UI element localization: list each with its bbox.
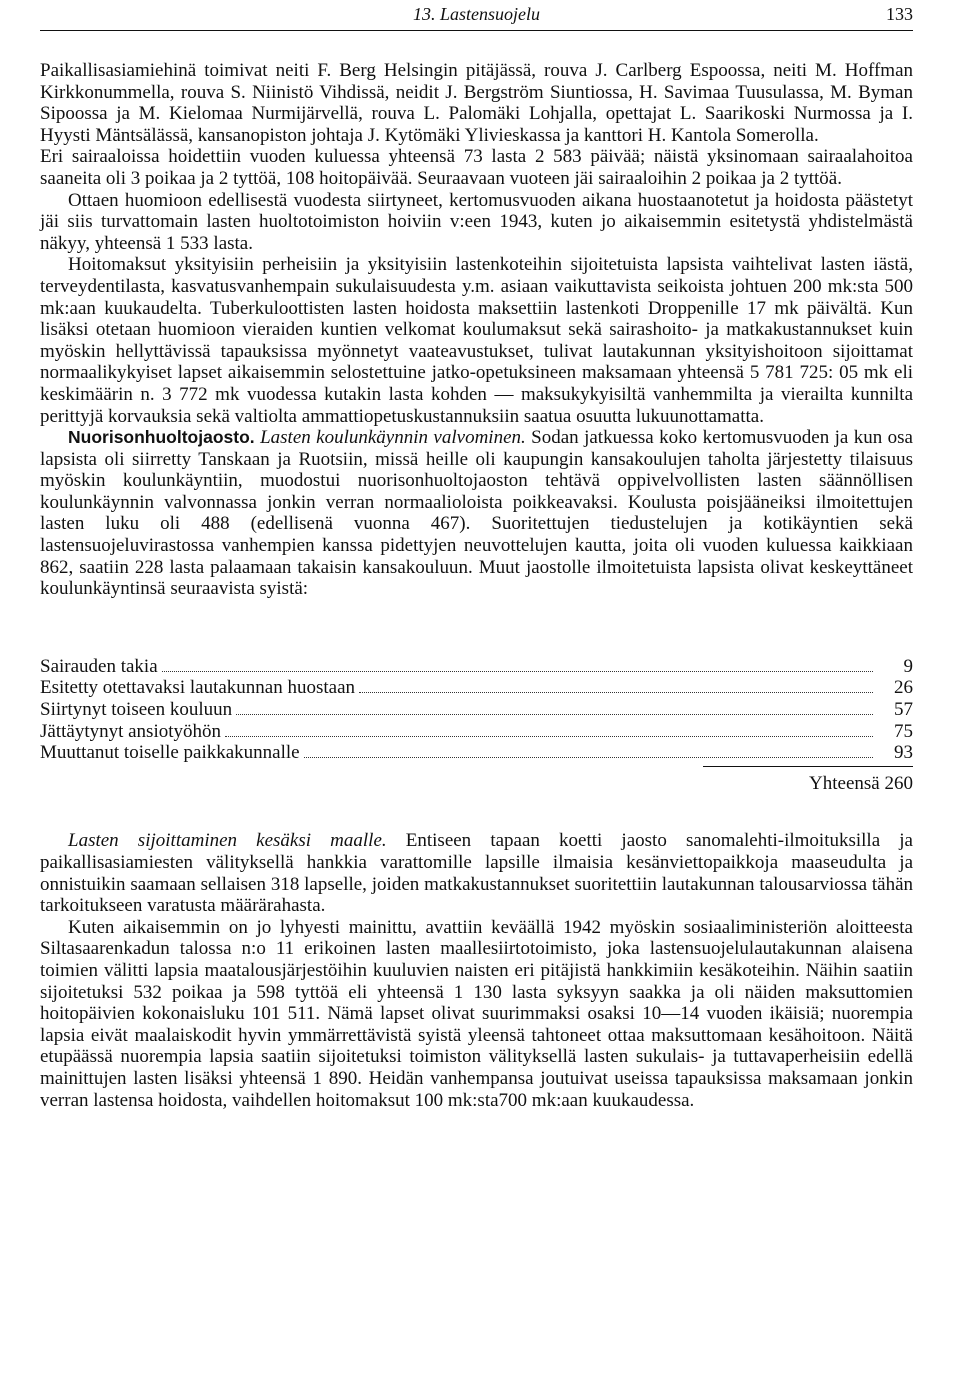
reason-count: 26: [894, 677, 913, 699]
total-value: 260: [884, 772, 913, 794]
reason-label: Esitetty otettavaksi lautakunnan huostaan: [40, 677, 356, 699]
reason-label: Siirtynyt toiseen kouluun: [40, 699, 233, 721]
dot-leader: [225, 736, 873, 737]
paragraph-hospitals: Eri sairaaloissa hoidettiin vuoden kuluessa yhteensä 73 lasta 2 583 päivää; näistä yksinomaan sairaalahoitoa saaneita oli 3 poikaa ja 2 tyttöä, 108 hoitopäivää. Seuraavaan vuoteen jäi sairaaloihin 2 poikaa ja 2 tyttöä.: [40, 146, 913, 189]
paragraph-youth-care: [40, 427, 913, 600]
page-body: [40, 40, 913, 1111]
paragraph-summer-placement: [40, 830, 913, 916]
subheading-school-supervision: Lasten koulunkäynnin valvominen.: [260, 427, 526, 449]
running-title: 13. Lastensuojelu: [412, 4, 540, 24]
paragraph-youth-care-text: Sodan jatkuessa koko kertomusvuoden ja kun osa lapsista oli siirretty Tanskaan ja Ruotsiin, missä heille oli kaupungin kansakoulujen taholta järjestetty tilaisuus myöskin koulunkäyntiin, muodostui nuorisonhuoltojaoston tehtävä oppivelvollisten lasten säännöllisen koulunkäynnin valvonnassa jonkin verran normaalioloista poikkeavaksi. Koulusta poisjääneiksi ilmoitettujen lasten luku oli 488 (edellisenä vuonna 467). Suoritettujen tiedustelujen ja kotikäyntien sekä lastensuojeluvirastossa vanhempien kanssa pidettyjen neuvottelujen kautta, joita oli vuoden kuluessa kaikkiaan 862, saatiin 228 lasta palaamaan takaisin kansakouluun. Muut jaostolle ilmoitetuista lapsista olivat keskeyttäneet koulunkäyntinsä seuraavista syistä:: [40, 427, 913, 600]
reason-count: 57: [894, 699, 913, 721]
reason-row: [40, 742, 913, 764]
reason-row: [40, 721, 913, 743]
dot-leader: [236, 714, 873, 715]
reason-count: 9: [903, 655, 913, 677]
reasons-table: [40, 656, 913, 795]
dot-leader: [162, 671, 873, 672]
paragraph-relocation-office: Kuten aikaisemmin on jo lyhyesti mainittu, avattiin keväällä 1942 myöskin sosiaaliministeriön aloitteesta Siltasaarenkadun talossa n:o 11 erikoinen lasten maallesiirtotoimisto, joka lastensuojelulautakunnan alaisena toimien välitti lapsia maatalousjärjestöihin kuuluvien naisten eri pitäjistä hankkimiin kesäkoteihin. Näihin saatiin sijoitetuksi 532 poikaa ja 598 tyttöä eli yhteensä 1 130 lasta syksyyn saakka ja oli näiden maksuttomien hoitopäivien kokonaisluku 101 511. Nämä lapset olivat suurimmaksi osaksi 10—14 vuoden ikäisiä; nuorempia lapsia eivät maalaiskodit hyvin ymmärrettävistä syistä yleensä tahtoneet ottaa maksuttomaan kesähoitoon. Näitä etupäässä nuorempia lapsia saatiin sijoitetuksi toimiston välityksellä lasten sukulais- ja tuttavaperheisiin edellä mainittujen lasten lisäksi yhteensä 1 890. Heidän vanhempansa joutuivat useissa tapauksissa maksamaan jonkin verran lastensa hoidosta, vaihdellen hoitomaksut 100 mk:sta700 mk:aan kuukaudessa.: [40, 916, 913, 1111]
dot-leader: [304, 757, 873, 758]
paragraph-summer-placement-text: Entiseen tapaan koetti jaosto sanomalehti-ilmoituksilla ja paikallisasiamiesten välityksellä hankkia varattomille lapsille ilmaisia kesänviettopaikkoja maaseudulta ja onnistuikin saamaan sellaisen 318 lapselle, joiden matkakustannukset suoritettiin lautakunnan talousarviossa tähän tarkoitukseen varatusta määrärahasta.: [40, 830, 913, 917]
reason-label: Jättäytynyt ansiotyöhön: [40, 720, 222, 742]
total-row: [703, 766, 913, 795]
total-label: Yhteensä: [809, 772, 880, 794]
reason-row: [40, 656, 913, 678]
section-heading-youth-care: Nuorisonhuoltojaosto.: [68, 427, 255, 448]
reason-row: [40, 699, 913, 721]
reason-label: Sairauden takia: [40, 655, 158, 677]
reason-row: [40, 677, 913, 699]
subheading-summer-placement: Lasten sijoittaminen kesäksi maalle.: [68, 830, 387, 852]
header-rule: [40, 30, 913, 31]
page-number: 133: [886, 4, 913, 24]
reason-label: Muuttanut toiselle paikkakunnalle: [40, 742, 300, 764]
paragraph-remaining-children: Ottaen huomioon edellisestä vuodesta siirtyneet, kertomusvuoden aikana huostaanotetut ja hoidosta päästetyt jäi siis turvattomain lasten huoltotoimiston hoiviin v:een 1943, kuten jo aikaisemmin esitetystä yhdistelmästä näkyy, yhteensä 1 533 lasta.: [40, 189, 913, 254]
page-header: [40, 0, 913, 40]
paragraph-local-agents: Paikallisasiamiehinä toimivat neiti F. Berg Helsingin pitäjässä, rouva J. Carlberg Espoossa, neiti M. Hoffman Kirkkonummella, rouva S. Niinistö Vihdissä, neidit J. Bergström Siuntiossa, H. Savimaa Tuusulassa, M. Byman Sipoossa ja M. Kielomaa Nurmijärvellä, rouva L. Palomäki Lohjalla, opettajat L. Saarikoski Nurmossa ja I. Hyysti Mäntsälässä, kansanopiston johtaja J. Kytömäki Ylivieskassa ja kanttori H. Kantola Somerolla.: [40, 60, 913, 146]
paragraph-care-fees: Hoitomaksut yksityisiin perheisiin ja yksityisiin lastenkoteihin sijoitetuista lapsista vaihtelivat lasten iästä, terveydentilasta, kasvatusvanhempain sukulaisuudesta y.m. asiaan vaikuttavista seikoista johtuen 200 mk:sta 500 mk:aan kuukaudelta. Tuberkuloottisten lasten hoidosta maksettiin lastenkoti Droppenille 17 mk päivältä. Kun lisäksi otetaan huomioon vieraiden kuntien velkomat koulumaksut sekä sairashoito- ja matkakustannukset kuin myöskin hellyttävissä tapauksissa myönnetyt vaateavustukset, tulivat lautakunnan yksityishoitoon sijoittamat normaalikykyiset lapset aikaisemmin selostettuine jatko-opetuksineen maksamaan yhteensä 5 781 725: 05 mk eli keskimäärin n. 3 772 mk vuodessa kutakin lasta kohden — maksukykyisiltä vanhemmilta ja vierailta kunnilta perittyjä korvauksia sekä valtiolta ammattiopetuskustannuksiin saatua osuutta lukuunottamatta.: [40, 254, 913, 427]
reason-count: 75: [894, 720, 913, 742]
dot-leader: [359, 692, 873, 693]
reason-count: 93: [894, 742, 913, 764]
